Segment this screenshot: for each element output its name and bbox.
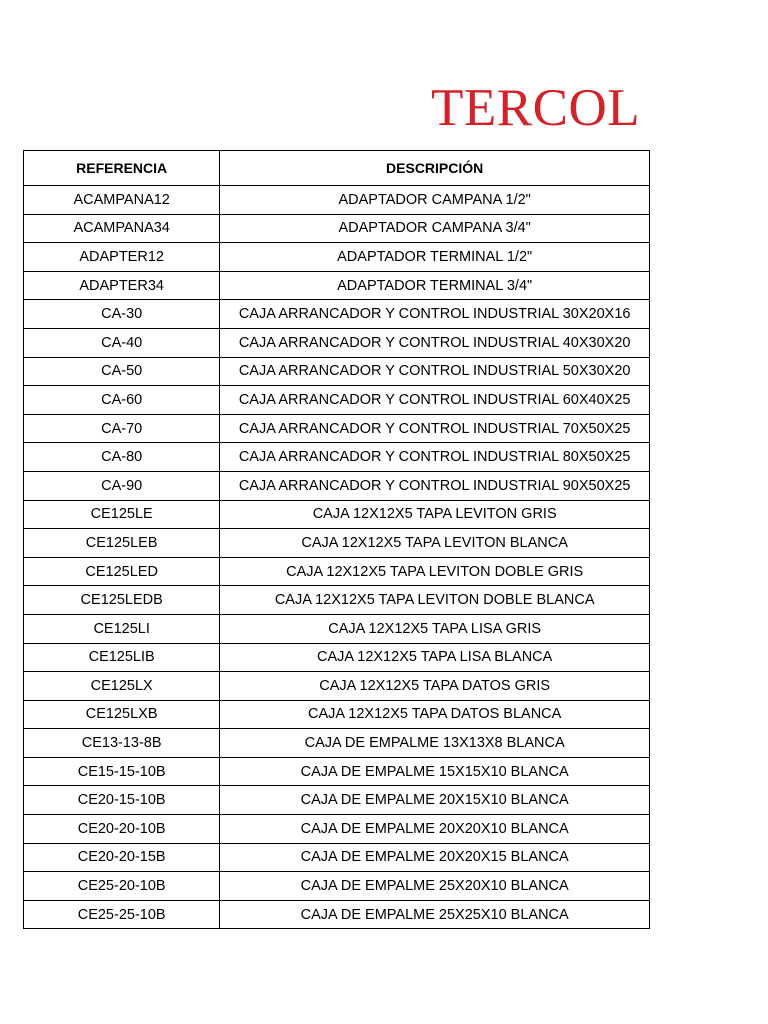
table-row — [24, 328, 650, 357]
reference-cell: CE125LEDB — [24, 586, 220, 615]
description-cell: CAJA DE EMPALME 25X25X10 BLANCA — [220, 900, 650, 929]
table-row — [24, 471, 650, 500]
description-cell: CAJA 12X12X5 TAPA LISA GRIS — [220, 614, 650, 643]
reference-cell: CE15-15-10B — [24, 757, 220, 786]
table-header-row — [24, 151, 650, 186]
table-row — [24, 843, 650, 872]
description-cell: CAJA DE EMPALME 20X20X15 BLANCA — [220, 843, 650, 872]
table-row — [24, 243, 650, 272]
description-cell: ADAPTADOR TERMINAL 3/4" — [220, 271, 650, 300]
description-cell: CAJA ARRANCADOR Y CONTROL INDUSTRIAL 50X30X20 — [220, 357, 650, 386]
description-cell: ADAPTADOR CAMPANA 3/4" — [220, 214, 650, 243]
table-row — [24, 815, 650, 844]
brand-logo: TERCOL — [431, 79, 641, 137]
reference-cell: CA-50 — [24, 357, 220, 386]
reference-cell: CE25-25-10B — [24, 900, 220, 929]
description-cell: CAJA 12X12X5 TAPA LEVITON DOBLE BLANCA — [220, 586, 650, 615]
table-row — [24, 700, 650, 729]
table-row — [24, 643, 650, 672]
table-row — [24, 900, 650, 929]
table-row — [24, 271, 650, 300]
table-row — [24, 529, 650, 558]
reference-cell: CE125LIB — [24, 643, 220, 672]
reference-cell: CE125LEB — [24, 529, 220, 558]
reference-cell: CA-90 — [24, 471, 220, 500]
table-row — [24, 586, 650, 615]
reference-cell: CE20-15-10B — [24, 786, 220, 815]
reference-cell: CA-60 — [24, 386, 220, 415]
table-row — [24, 414, 650, 443]
reference-cell: CA-30 — [24, 300, 220, 329]
table-row — [24, 672, 650, 701]
description-cell: CAJA 12X12X5 TAPA LEVITON GRIS — [220, 500, 650, 529]
table-row — [24, 557, 650, 586]
table-row — [24, 186, 650, 215]
table-row — [24, 500, 650, 529]
product-table — [23, 150, 650, 929]
reference-cell: CE125LE — [24, 500, 220, 529]
reference-cell: CE13-13-8B — [24, 729, 220, 758]
description-cell: CAJA DE EMPALME 20X15X10 BLANCA — [220, 786, 650, 815]
table-row — [24, 872, 650, 901]
reference-cell: ADAPTER34 — [24, 271, 220, 300]
reference-cell: CE125LI — [24, 614, 220, 643]
table-row — [24, 729, 650, 758]
description-cell: CAJA 12X12X5 TAPA LEVITON BLANCA — [220, 529, 650, 558]
reference-cell: CA-70 — [24, 414, 220, 443]
table-row — [24, 214, 650, 243]
reference-cell: CE20-20-10B — [24, 815, 220, 844]
reference-cell: CE125LX — [24, 672, 220, 701]
description-cell: ADAPTADOR CAMPANA 1/2" — [220, 186, 650, 215]
description-cell: CAJA 12X12X5 TAPA LEVITON DOBLE GRIS — [220, 557, 650, 586]
reference-cell: CA-40 — [24, 328, 220, 357]
column-header-description: DESCRIPCIÓN — [220, 151, 650, 186]
table-row — [24, 786, 650, 815]
description-cell: CAJA DE EMPALME 25X20X10 BLANCA — [220, 872, 650, 901]
description-cell: CAJA ARRANCADOR Y CONTROL INDUSTRIAL 30X20X16 — [220, 300, 650, 329]
description-cell: CAJA ARRANCADOR Y CONTROL INDUSTRIAL 60X40X25 — [220, 386, 650, 415]
description-cell: CAJA ARRANCADOR Y CONTROL INDUSTRIAL 90X50X25 — [220, 471, 650, 500]
table-row — [24, 300, 650, 329]
description-cell: CAJA 12X12X5 TAPA LISA BLANCA — [220, 643, 650, 672]
reference-cell: ADAPTER12 — [24, 243, 220, 272]
reference-cell: ACAMPANA34 — [24, 214, 220, 243]
description-cell: CAJA 12X12X5 TAPA DATOS BLANCA — [220, 700, 650, 729]
reference-cell: CE25-20-10B — [24, 872, 220, 901]
table-row — [24, 386, 650, 415]
reference-cell: ACAMPANA12 — [24, 186, 220, 215]
description-cell: CAJA DE EMPALME 13X13X8 BLANCA — [220, 729, 650, 758]
description-cell: CAJA ARRANCADOR Y CONTROL INDUSTRIAL 70X50X25 — [220, 414, 650, 443]
description-cell: ADAPTADOR TERMINAL 1/2" — [220, 243, 650, 272]
table-row — [24, 614, 650, 643]
reference-cell: CE125LXB — [24, 700, 220, 729]
table-row — [24, 443, 650, 472]
reference-cell: CE125LED — [24, 557, 220, 586]
reference-cell: CA-80 — [24, 443, 220, 472]
description-cell: CAJA ARRANCADOR Y CONTROL INDUSTRIAL 80X50X25 — [220, 443, 650, 472]
description-cell: CAJA ARRANCADOR Y CONTROL INDUSTRIAL 40X30X20 — [220, 328, 650, 357]
table-body — [24, 186, 650, 929]
description-cell: CAJA DE EMPALME 20X20X10 BLANCA — [220, 815, 650, 844]
table-row — [24, 757, 650, 786]
description-cell: CAJA 12X12X5 TAPA DATOS GRIS — [220, 672, 650, 701]
description-cell: CAJA DE EMPALME 15X15X10 BLANCA — [220, 757, 650, 786]
table-row — [24, 357, 650, 386]
column-header-reference: REFERENCIA — [24, 151, 220, 186]
reference-cell: CE20-20-15B — [24, 843, 220, 872]
